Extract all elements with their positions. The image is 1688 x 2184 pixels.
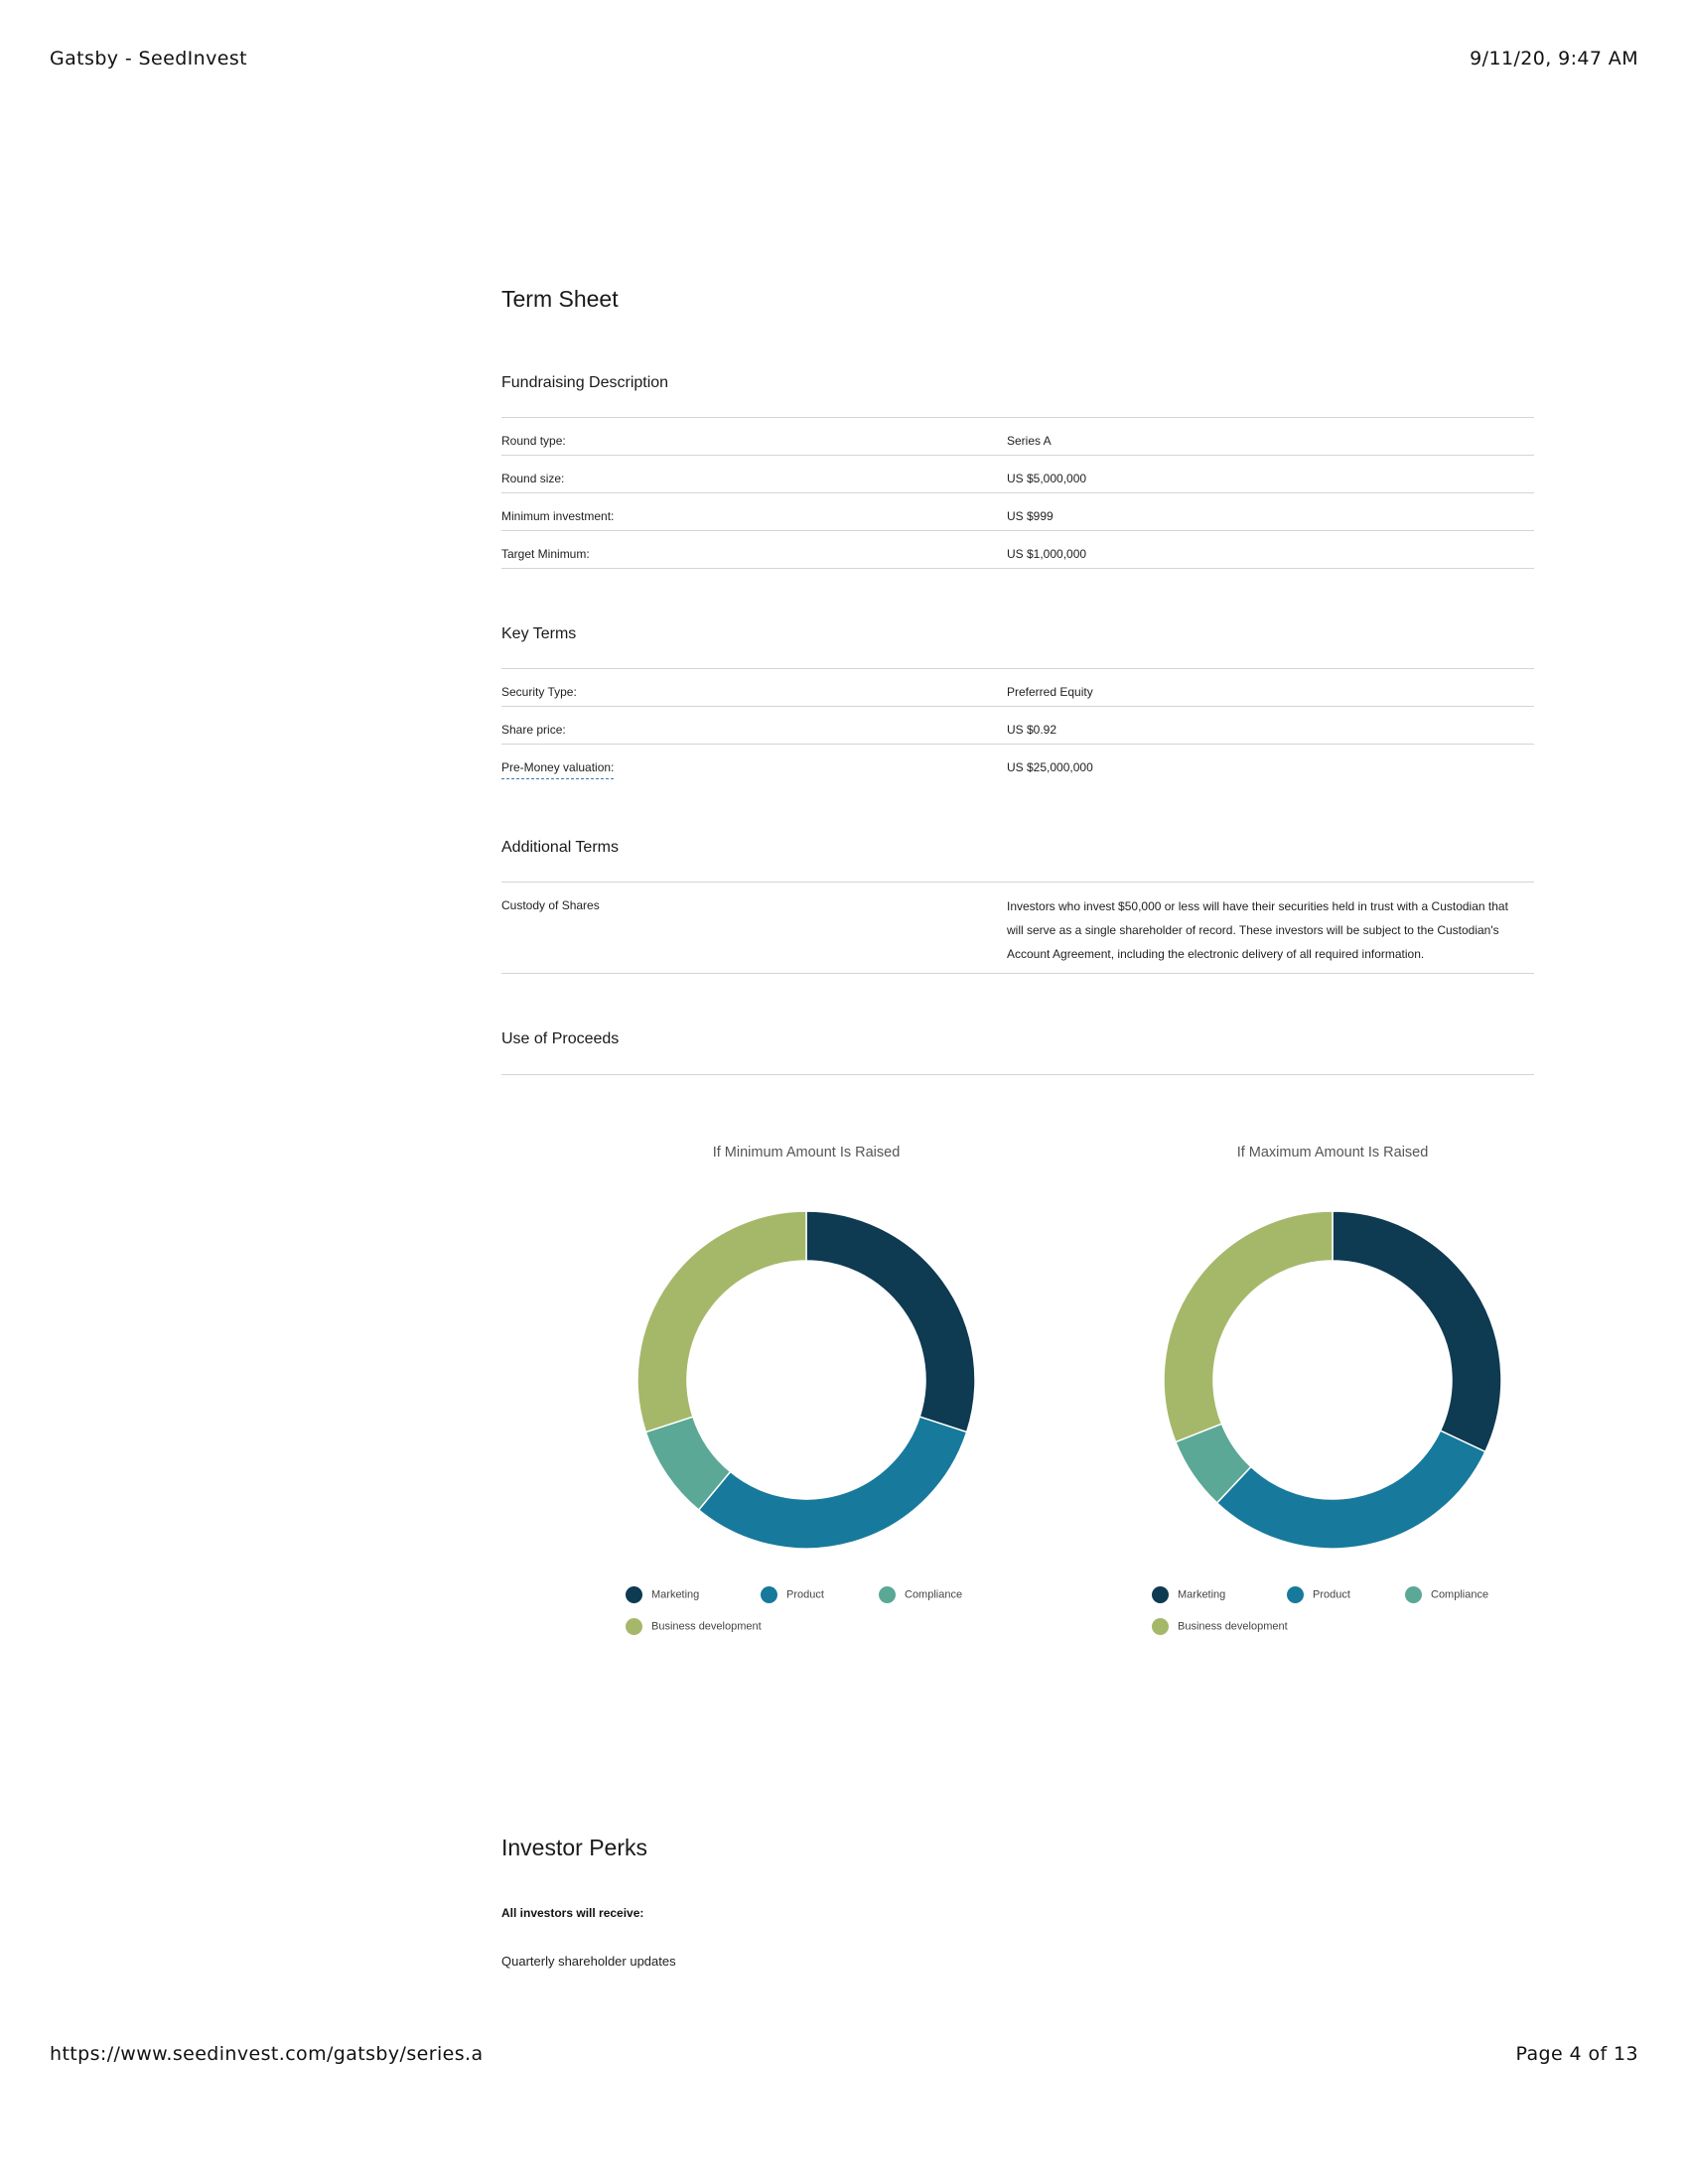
- print-header: [50, 48, 1638, 69]
- donut-slice-business-development: [1164, 1211, 1333, 1442]
- table-row: [501, 493, 1534, 531]
- legend-label: Business development: [651, 1620, 762, 1633]
- legend-item-business-development: [1152, 1618, 1288, 1635]
- chart-title-minimum: If Minimum Amount Is Raised: [712, 1145, 901, 1160]
- table-row: [501, 418, 1534, 456]
- donut-chart-minimum: [637, 1211, 975, 1549]
- row-value: US $5,000,000: [1007, 472, 1087, 485]
- additional-terms-table: [501, 882, 1534, 974]
- table-row: [501, 531, 1534, 569]
- row-label: Share price:: [501, 723, 566, 737]
- legend-label: Product: [1313, 1588, 1350, 1601]
- row-label: Custody of Shares: [501, 898, 600, 912]
- row-label: Minimum investment:: [501, 509, 615, 523]
- legend-label: Product: [786, 1588, 824, 1601]
- table-row: [501, 883, 1534, 974]
- key-terms-table: [501, 668, 1534, 781]
- row-value: Preferred Equity: [1007, 685, 1093, 699]
- legend-dot: [626, 1586, 642, 1603]
- investor-perks-title: Investor Perks: [501, 1835, 647, 1860]
- legend-dot: [761, 1586, 777, 1603]
- divider: [501, 1074, 1534, 1075]
- row-label: Round type:: [501, 434, 566, 448]
- legend-label: Marketing: [1178, 1588, 1226, 1601]
- row-value: US $999: [1007, 509, 1054, 523]
- table-row: [501, 707, 1534, 745]
- legend-label: Business development: [1178, 1620, 1288, 1633]
- legend-item-compliance: [1405, 1586, 1488, 1603]
- table-row: [501, 669, 1534, 707]
- row-value: Investors who invest $50,000 or less will have their securities held in trust with a Custodian that will serve as a single shareholder of record. These investors will be subject to the Custodian's Account Agreement, including the electronic delivery of all required information.: [1007, 899, 1508, 961]
- key-terms-heading: Key Terms: [501, 625, 577, 642]
- row-value: US $1,000,000: [1007, 547, 1087, 561]
- donut-chart-maximum: [1164, 1211, 1501, 1549]
- pre-money-valuation-tooltip-link[interactable]: Pre-Money valuation:: [501, 760, 614, 779]
- fundraising-heading: Fundraising Description: [501, 374, 669, 391]
- legend-item-business-development: [626, 1618, 762, 1635]
- row-value: Series A: [1007, 434, 1052, 448]
- use-of-proceeds-heading: Use of Proceeds: [501, 1030, 620, 1047]
- legend-item-marketing: [626, 1586, 699, 1603]
- legend-dot: [626, 1618, 642, 1635]
- table-row: [501, 745, 1534, 781]
- print-header-title: Gatsby - SeedInvest: [50, 48, 247, 69]
- legend-item-product: [761, 1586, 824, 1603]
- donut-slice-product: [1217, 1431, 1485, 1549]
- print-footer-page-number: Page 4 of 13: [1515, 2043, 1638, 2065]
- legend-dot: [1287, 1586, 1304, 1603]
- print-footer-url: https://www.seedinvest.com/gatsby/series.a: [50, 2043, 484, 2065]
- donut-slice-marketing: [806, 1211, 975, 1433]
- legend-label: Marketing: [651, 1588, 700, 1601]
- print-footer: [50, 2043, 1638, 2065]
- row-label: Target Minimum:: [501, 547, 590, 561]
- legend-item-compliance: [879, 1586, 962, 1603]
- legend-dot: [1405, 1586, 1422, 1603]
- donut-slice-marketing: [1333, 1211, 1501, 1451]
- legend-label: Compliance: [905, 1588, 963, 1601]
- legend-item-product: [1287, 1586, 1350, 1603]
- investor-perks-item: Quarterly shareholder updates: [501, 1954, 676, 1969]
- row-label: Security Type:: [501, 685, 577, 699]
- legend-dot: [1152, 1586, 1169, 1603]
- additional-terms-heading: Additional Terms: [501, 839, 619, 856]
- donut-slice-business-development: [637, 1211, 806, 1433]
- legend-dot: [1152, 1618, 1169, 1635]
- row-label: Round size:: [501, 472, 565, 485]
- fundraising-table: [501, 417, 1534, 569]
- term-sheet-title: Term Sheet: [501, 286, 619, 312]
- row-value: US $0.92: [1007, 723, 1057, 737]
- table-row: [501, 456, 1534, 493]
- legend-item-marketing: [1152, 1586, 1225, 1603]
- donut-slice-product: [699, 1417, 967, 1549]
- legend-dot: [879, 1586, 896, 1603]
- investor-perks-subheading: All investors will receive:: [501, 1906, 644, 1920]
- chart-title-maximum: If Maximum Amount Is Raised: [1236, 1145, 1429, 1160]
- row-value: US $25,000,000: [1007, 760, 1093, 774]
- print-header-datetime: 9/11/20, 9:47 AM: [1470, 48, 1638, 69]
- legend-label: Compliance: [1431, 1588, 1489, 1601]
